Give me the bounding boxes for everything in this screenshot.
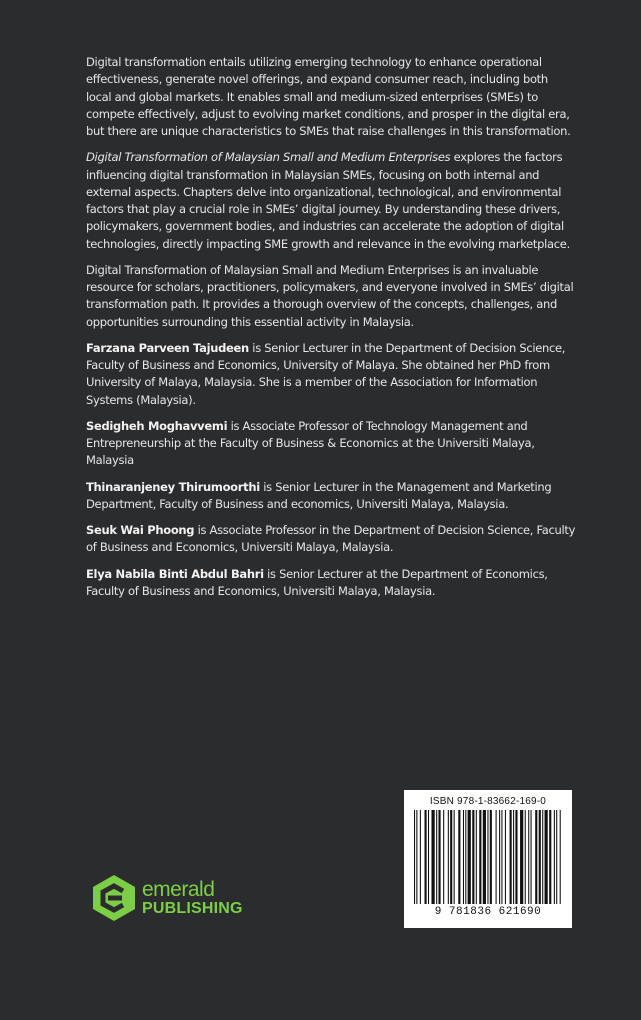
barcode-bar: [438, 810, 440, 904]
blurb-paragraph-3: Digital Transformation of Malaysian Small and Medium Enterprises is an invaluable resource for scholars, practitioners, policymakers, and everyone involved in SMEs’ digital transformation path. It provides a thorough overview of the concepts, challenges, and opportunities surrounding this essential activity in Malaysia.: [86, 262, 574, 329]
publisher-name-line1: emerald: [142, 878, 215, 901]
book-title-italic: Digital Transformation of Malaysian Small and Medium Enterprises: [86, 150, 451, 165]
author-bio: Sedigheh Moghavvemi is Associate Professor of Technology Management and Entrepreneurship at the Faculty of Business & Economics at the Universiti Malaya, Malaysia: [86, 418, 535, 468]
barcode-bar: [463, 810, 464, 904]
author-name: Sedigheh Moghavvemi: [86, 418, 228, 433]
barcode-bar: [525, 810, 526, 904]
author-bio: Farzana Parveen Tajudeen is Senior Lecturer in the Department of Decision Science, Faculty of Business and Economics, University of Malaya. She obtained her PhD from University of Malaya, Malaysia. She is a member of the Association for Information Systems (Malaysia).: [86, 340, 566, 407]
barcode-bar: [472, 810, 474, 904]
barcode-bar: [520, 810, 523, 904]
barcode-bars: [414, 810, 562, 904]
blurb-paragraph-2: Digital Transformation of Malaysian Small and Medium Enterprises explores the factors influencing digital transformation in Malaysian SMEs, focusing on both internal and external aspects. Chapters delve into organizational, technological, and environmental factors that play a crucial role in SMEs’ digital journey. By understanding these drivers, policymakers, government bodies, and industries can accelerate the adoption of digital technologies, directly impacting SME growth and relevance in the evolving marketplace.: [86, 150, 570, 251]
barcode-bar: [424, 810, 426, 904]
barcode-bar: [501, 810, 502, 904]
barcode-bar: [443, 810, 444, 904]
isbn-digits: 9 781836 621690: [434, 906, 542, 918]
barcode-bar: [542, 810, 543, 904]
publisher-wordmark: [142, 879, 243, 917]
barcode-bar: [431, 810, 434, 904]
emerald-logo-icon: [92, 874, 136, 922]
barcode-bar: [560, 810, 561, 904]
barcode-bar: [539, 810, 541, 904]
barcode-bar: [448, 810, 449, 904]
author-bio: Seuk Wai Phoong is Associate Professor in the Department of Decision Science, Faculty of Business and Economics, Universiti Malaya, Malaysia.: [86, 523, 576, 555]
barcode-bar: [476, 810, 477, 904]
author-name: Farzana Parveen Tajudeen: [86, 340, 249, 355]
author-bio: Elya Nabila Binti Abdul Bahri is Senior Lecturer at the Department of Economics, Faculty of Business and Economics, Universiti Malaya, Malaysia.: [86, 566, 548, 598]
publisher-logo: [92, 874, 243, 922]
barcode-bar: [528, 810, 529, 904]
publisher-name-line2: PUBLISHING: [142, 900, 243, 917]
cover-text: [86, 54, 576, 609]
barcode-bar: [510, 810, 512, 904]
barcode-bar: [479, 810, 481, 904]
barcode-bar: [531, 810, 532, 904]
barcode-bar: [414, 810, 415, 904]
author-name: Thinaranjeney Thirumoorthi: [86, 479, 260, 494]
author-bio: Thinaranjeney Thirumoorthi is Senior Lecturer in the Management and Marketing Department, Faculty of Business and economics, Universiti Malaya, Malaysia.: [86, 479, 552, 511]
barcode-bar: [515, 810, 517, 904]
barcode-bar: [535, 810, 537, 904]
barcode-bar: [496, 810, 497, 904]
barcode-bar: [468, 810, 471, 904]
barcode-bar: [499, 810, 500, 904]
barcode-bar: [416, 810, 417, 904]
barcode-bar: [436, 810, 437, 904]
barcode-bar: [483, 810, 486, 904]
barcode-bar: [554, 810, 555, 904]
barcode-bar: [465, 810, 466, 904]
barcode-bar: [556, 810, 557, 904]
barcode-bar: [549, 810, 551, 904]
barcode-bar: [505, 810, 506, 904]
blurb-paragraph-1: Digital transformation entails utilizing emerging technology to enhance operational effectiveness, generate novel offerings, and expand consumer reach, including both local and global markets. It enables small and medium-sized enterprises (SMEs) to compete effectively, adjust to evolving market conditions, and prosper in the digital era, but there are unique characteristics to SMEs that raise challenges in this transformation.: [86, 55, 571, 138]
barcode-bar: [545, 810, 548, 904]
author-name: Seuk Wai Phoong: [86, 523, 195, 537]
author-name: Elya Nabila Binti Abdul Bahri: [86, 566, 264, 581]
isbn-barcode-box: [404, 790, 572, 928]
barcode-bar: [420, 810, 421, 904]
barcode-bar: [458, 810, 460, 904]
barcode-bar: [490, 810, 492, 904]
barcode-bar: [428, 810, 429, 904]
barcode-bar: [487, 810, 488, 904]
isbn-label: ISBN 978-1-83662-169-0: [429, 796, 547, 807]
barcode-bar: [513, 810, 514, 904]
barcode-bar: [450, 810, 452, 904]
barcode-bar: [454, 810, 455, 904]
